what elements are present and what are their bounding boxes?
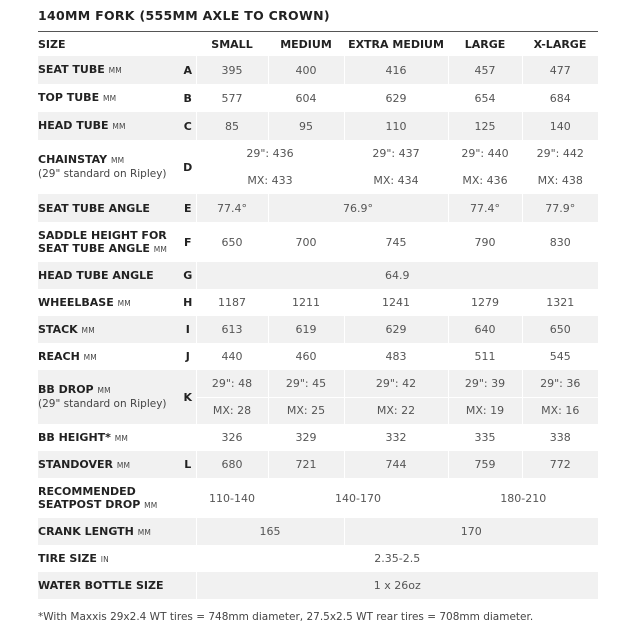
value-large: 77.4° <box>448 194 522 222</box>
value-large: MX: 19 <box>448 397 522 424</box>
value-large: 125 <box>448 112 522 140</box>
row-label: HEAD TUBE ANGLE <box>38 262 180 289</box>
value-large: 457 <box>448 56 522 84</box>
row-label: SADDLE HEIGHT FOR SEAT TUBE ANGLE MM <box>38 228 168 255</box>
value-small: MX: 28 <box>196 397 268 424</box>
value-large: MX: 436 <box>448 167 522 194</box>
value-medium: 619 <box>268 316 344 343</box>
value-medium: 721 <box>268 451 344 478</box>
value-extra-medium: 29": 42 <box>344 370 448 397</box>
dimension-letter <box>180 545 196 572</box>
row-label: SEAT TUBE MM <box>38 56 180 84</box>
value-x-large: 684 <box>522 84 598 112</box>
value-small-medium: MX: 433 <box>196 167 344 194</box>
value-medium-extra-medium: 76.9° <box>268 194 448 222</box>
dimension-letter <box>180 424 196 451</box>
table-title: 140MM FORK (555MM AXLE TO CROWN) <box>38 8 330 23</box>
value-medium: 400 <box>268 56 344 84</box>
row-top-tube <box>38 84 598 112</box>
dimension-letter: B <box>183 91 192 105</box>
row-seat-tube <box>38 56 598 84</box>
value-small: 680 <box>196 451 268 478</box>
dimension-letter <box>180 478 196 518</box>
value-small: 395 <box>196 56 268 84</box>
dimension-letter: A <box>180 56 196 84</box>
dimension-letter: D <box>183 160 193 174</box>
row-head-tube <box>38 112 598 140</box>
value-x-large: 29": 442 <box>522 140 598 167</box>
value-small: 29": 48 <box>196 370 268 397</box>
value-x-large: 338 <box>522 424 598 451</box>
value-medium: 95 <box>268 112 344 140</box>
value-extra-medium: 745 <box>344 222 448 262</box>
value-large: 511 <box>448 343 522 370</box>
value-medium: 29": 45 <box>268 370 344 397</box>
row-stack <box>38 316 598 343</box>
value-large: 29": 39 <box>448 370 522 397</box>
value-all-sizes: 2.35-2.5 <box>196 545 598 572</box>
dimension-letter: C <box>180 112 196 140</box>
value-extra-medium: 744 <box>344 451 448 478</box>
value-medium: MX: 25 <box>268 397 344 424</box>
value-x-large: MX: 438 <box>522 167 598 194</box>
value-extra-medium: 1241 <box>344 289 448 316</box>
value-small: 440 <box>196 343 268 370</box>
row-label: BB HEIGHT* MM <box>38 430 129 444</box>
value-large: 640 <box>448 316 522 343</box>
header-small: SMALL <box>196 32 268 56</box>
value-x-large: MX: 16 <box>522 397 598 424</box>
header-size: SIZE <box>38 32 180 56</box>
dimension-letter <box>180 572 196 599</box>
value-small: 326 <box>196 424 268 451</box>
row-label: HEAD TUBE MM <box>38 112 180 140</box>
row-wheelbase <box>38 289 598 316</box>
row-label: REACH MM <box>38 349 97 363</box>
value-x-large: 772 <box>522 451 598 478</box>
dimension-letter: K <box>180 370 196 424</box>
value-x-large: 77.9° <box>522 194 598 222</box>
value-small-medium: 165 <box>196 518 344 545</box>
row-label: TOP TUBE MM <box>38 91 117 104</box>
value-small: 577 <box>196 84 268 112</box>
row-label: WATER BOTTLE SIZE <box>38 572 180 599</box>
header-spacer <box>180 32 196 56</box>
value-x-large: 1321 <box>522 289 598 316</box>
value-medium: 329 <box>268 424 344 451</box>
geometry-table <box>38 32 598 599</box>
row-standover <box>38 451 598 478</box>
dimension-letter: J <box>185 350 190 363</box>
dimension-letter: H <box>183 296 193 309</box>
value-extra-medium: 332 <box>344 424 448 451</box>
value-x-large: 29": 36 <box>522 370 598 397</box>
row-crank-length <box>38 518 598 545</box>
row-seatpost-drop <box>38 478 598 518</box>
row-label: CRANK LENGTH MM <box>38 518 180 545</box>
value-extra-medium: 110 <box>344 112 448 140</box>
dimension-letter: F <box>183 235 192 249</box>
value-extra-medium-to-x-large: 170 <box>344 518 598 545</box>
value-extra-medium: MX: 22 <box>344 397 448 424</box>
value-large: 1279 <box>448 289 522 316</box>
value-small: 613 <box>196 316 268 343</box>
row-tire-size <box>38 545 598 572</box>
dimension-letter: I <box>180 316 196 343</box>
row-label: RECOMMENDED SEATPOST DROP MM <box>38 484 158 511</box>
row-label: BB DROP MM (29" standard on Ripley) <box>38 370 180 424</box>
row-label: SEAT TUBE ANGLE <box>38 194 180 222</box>
dimension-letter <box>180 518 196 545</box>
value-medium: 1211 <box>268 289 344 316</box>
header-medium: MEDIUM <box>268 32 344 56</box>
dimension-letter: G <box>180 262 196 289</box>
row-chainstay <box>38 140 598 167</box>
row-bb-drop <box>38 370 598 397</box>
value-small: 77.4° <box>196 194 268 222</box>
row-saddle-height <box>38 222 598 262</box>
value-medium: 700 <box>268 222 344 262</box>
row-reach <box>38 343 598 370</box>
value-small: 110-140 <box>196 478 268 518</box>
value-extra-medium: 29": 437 <box>344 140 448 167</box>
dimension-letter: E <box>180 194 196 222</box>
row-label: CHAINSTAY MM (29" standard on Ripley) <box>38 153 167 180</box>
value-x-large: 477 <box>522 56 598 84</box>
value-all-sizes: 1 x 26oz <box>196 572 598 599</box>
value-large: 654 <box>448 84 522 112</box>
dimension-letter: L <box>180 451 196 478</box>
row-bb-height <box>38 424 598 451</box>
value-extra-medium: 416 <box>344 56 448 84</box>
value-medium-extra-medium: 140-170 <box>268 478 448 518</box>
value-medium: 604 <box>268 84 344 112</box>
value-small: 1187 <box>196 289 268 316</box>
row-water-bottle <box>38 572 598 599</box>
value-all-sizes: 64.9 <box>196 262 598 289</box>
value-large: 759 <box>448 451 522 478</box>
value-large-x-large: 180-210 <box>448 478 598 518</box>
header-extra-medium: EXTRA MEDIUM <box>344 32 448 56</box>
value-small: 85 <box>196 112 268 140</box>
header-large: LARGE <box>448 32 522 56</box>
value-extra-medium: 629 <box>344 84 448 112</box>
value-x-large: 830 <box>522 222 598 262</box>
value-small-medium: 29": 436 <box>196 140 344 167</box>
value-large: 29": 440 <box>448 140 522 167</box>
row-head-tube-angle <box>38 262 598 289</box>
header-row <box>38 32 598 56</box>
row-label: STACK MM <box>38 316 180 343</box>
value-x-large: 545 <box>522 343 598 370</box>
row-seat-tube-angle <box>38 194 598 222</box>
value-extra-medium: 483 <box>344 343 448 370</box>
value-small: 650 <box>196 222 268 262</box>
row-label: WHEELBASE MM <box>38 295 131 309</box>
value-x-large: 650 <box>522 316 598 343</box>
value-large: 335 <box>448 424 522 451</box>
value-medium: 460 <box>268 343 344 370</box>
header-x-large: X-LARGE <box>522 32 598 56</box>
value-large: 790 <box>448 222 522 262</box>
footnote: *With Maxxis 29x2.4 WT tires = 748mm diameter, 27.5x2.5 WT rear tires = 708mm diameter. <box>38 611 534 623</box>
row-label: STANDOVER MM <box>38 451 180 478</box>
row-label: TIRE SIZE IN <box>38 551 109 565</box>
value-extra-medium: MX: 434 <box>344 167 448 194</box>
value-x-large: 140 <box>522 112 598 140</box>
value-extra-medium: 629 <box>344 316 448 343</box>
